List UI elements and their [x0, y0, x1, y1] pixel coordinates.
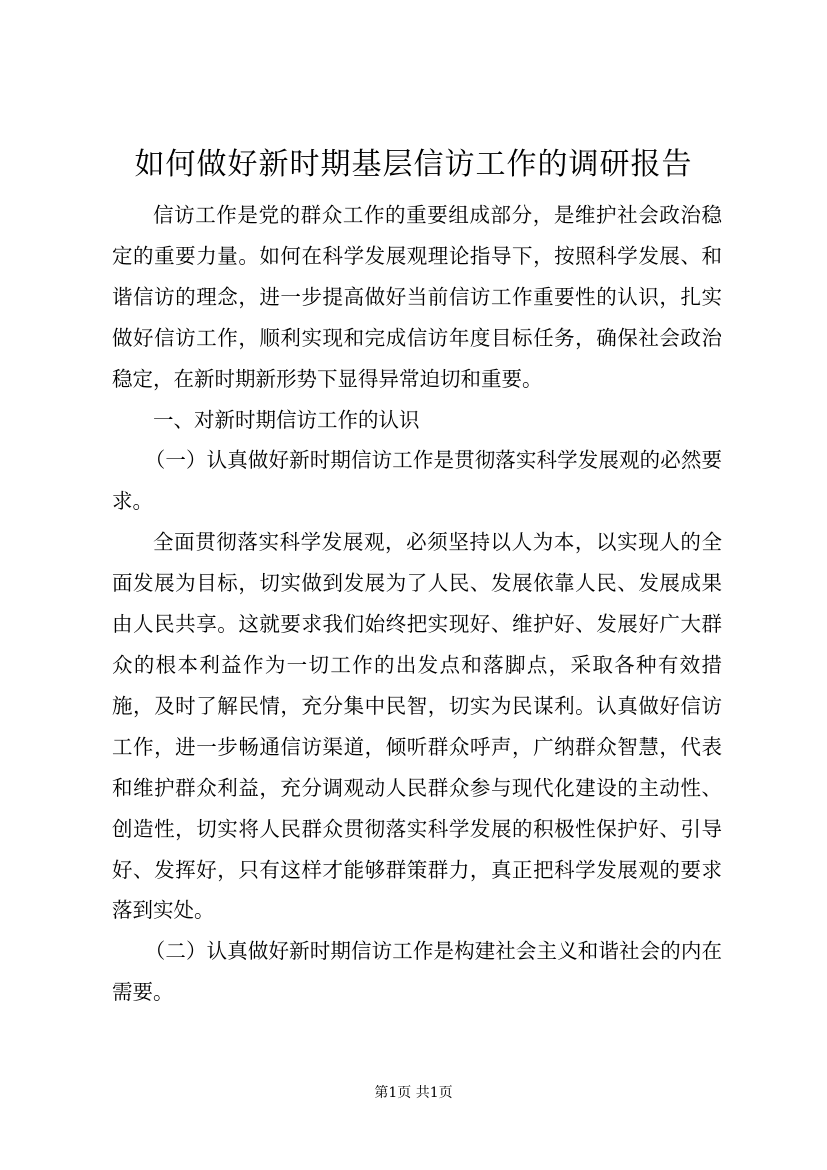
paragraph-intro: 信访工作是党的群众工作的重要组成部分，是维护社会政治稳定的重要力量。如何在科学发展观理论指导下，按照科学发展、和谐信访的理念，进一步提高做好当前信访工作重要性的认识，扎实做好信访工作，顺利实现和完成信访年度目标任务，确保社会政治稳定，在新时期新形势下显得异常迫切和重要。	[112, 203, 722, 391]
paragraph-body-1: 全面贯彻落实科学发展观，必须坚持以人为本，以实现人的全面发展为目标，切实做到发展为了人民、发展依靠人民、发展成果由人民共享。这就要求我们始终把实现好、维护好、发展好广大群众的根本利益作为一切工作的出发点和落脚点，采取各种有效措施，及时了解民情，充分集中民智，切实为民谋利。认真做好信访工作，进一步畅通信访渠道，倾听群众呼声，广纳群众智慧，代表和维护群众利益，充分调观动人民群众参与现代化建设的主动性、创造性，切实将人民群众贯彻落实科学发展的积极性保护好、引导好、发挥好，只有这样才能够群策群力，真正把科学发展观的要求落到实处。	[112, 530, 722, 923]
subsection-heading-1: （一）认真做好新时期信访工作是贯彻落实科学发展观的必然要求。	[112, 448, 722, 514]
subsection-heading-2: （二）认真做好新时期信访工作是构建社会主义和谐社会的内在需要。	[112, 939, 722, 1005]
section-heading-1: 一、对新时期信访工作的认识	[153, 407, 420, 432]
document-title: 如何做好新时期基层信访工作的调研报告	[134, 147, 693, 182]
document-body	[112, 195, 722, 1013]
page-footer: 第1页 共1页	[374, 1085, 453, 1101]
